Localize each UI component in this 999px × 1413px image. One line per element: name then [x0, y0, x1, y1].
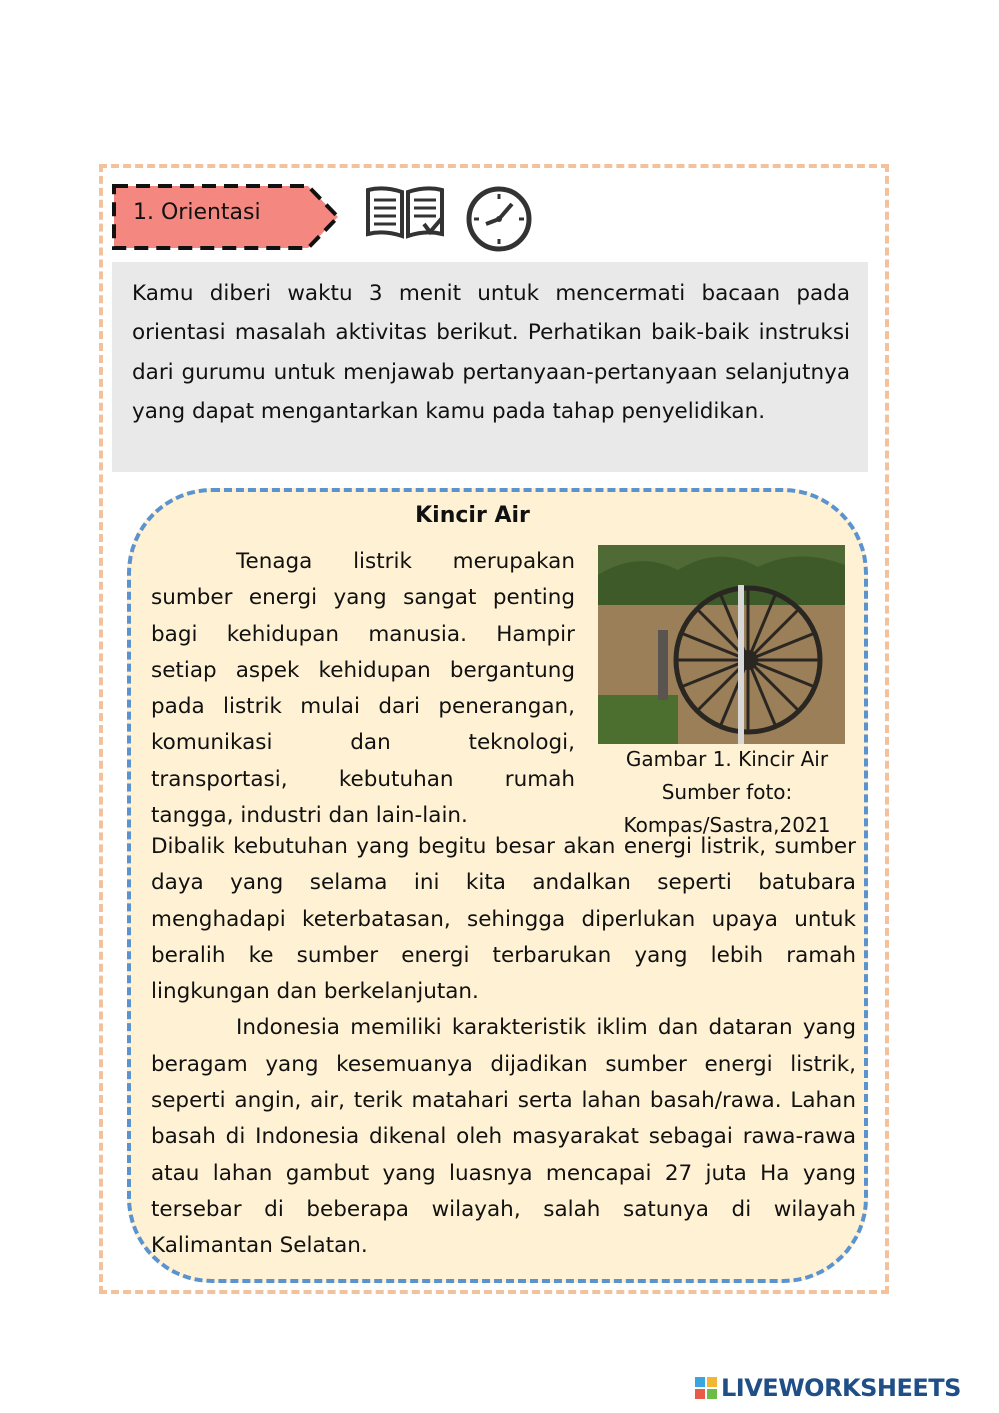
caption-source-label: Sumber foto: [661, 780, 793, 804]
water-wheel-photo [598, 545, 845, 744]
open-book-icon [364, 184, 446, 244]
clock-icon [464, 184, 534, 254]
instruction-text: Kamu diberi waktu 3 menit untuk mencermati bacaan pada orientasi masalah aktivitas berikut. Perhatikan baik-baik instruksi dari gurumu untuk menjawab pertanyaan-pertanyaan selanjutnya yang dapat mengantarkan kamu pada tahap penyelidikan. [132, 281, 850, 425]
figure-caption [598, 743, 856, 842]
section-tag [112, 184, 332, 250]
reading-paragraph-2: Dibalik kebutuhan yang begitu besar akan energi listrik, sumber daya yang selama ini kita andalkan seperti batubara menghadapi keterbatasan, sehingga diperlukan upaya untuk beralih ke sumber energi terbarukan yang lebih ramah lingkungan dan berkelanjutan. [151, 834, 856, 1005]
liveworksheets-mark-icon [694, 1376, 718, 1400]
liveworksheets-logo [694, 1370, 961, 1406]
reading-continuation [151, 829, 856, 1265]
reading-paragraph-3: Indonesia memiliki karakteristik iklim dan dataran yang beragam yang kesemuanya dijadikan sumber energi listrik, seperti angin, air, terik matahari serta lahan basah/rawa. Lahan basah di Indonesia dikenal oleh masyarakat sebagai rawa-rawa atau lahan gambut yang luasnya mencapai 27 juta Ha yang tersebar di beberapa wilayah, salah satunya di wilayah Kalimantan Selatan. [151, 1015, 856, 1259]
caption-source: Kompas/Sastra,2021 [623, 813, 831, 837]
reading-title: Kincir Air [415, 503, 530, 528]
caption-title: Gambar 1. Kincir Air [625, 747, 829, 771]
instruction-box [112, 262, 868, 472]
reading-paragraph-1: Tenaga listrik merupakan sumber energi yang sangat penting bagi kehidupan manusia. Hampir setiap aspek kehidupan bergantung pada listrik mulai dari penerangan, komunikasi dan teknologi, transportasi, kebutuhan rumah tangga, industri dan lain-lain. [151, 549, 575, 829]
section-tag-label: 1. Orientasi [133, 200, 261, 225]
brand-name: LIVEWORKSHEETS [721, 1374, 961, 1402]
